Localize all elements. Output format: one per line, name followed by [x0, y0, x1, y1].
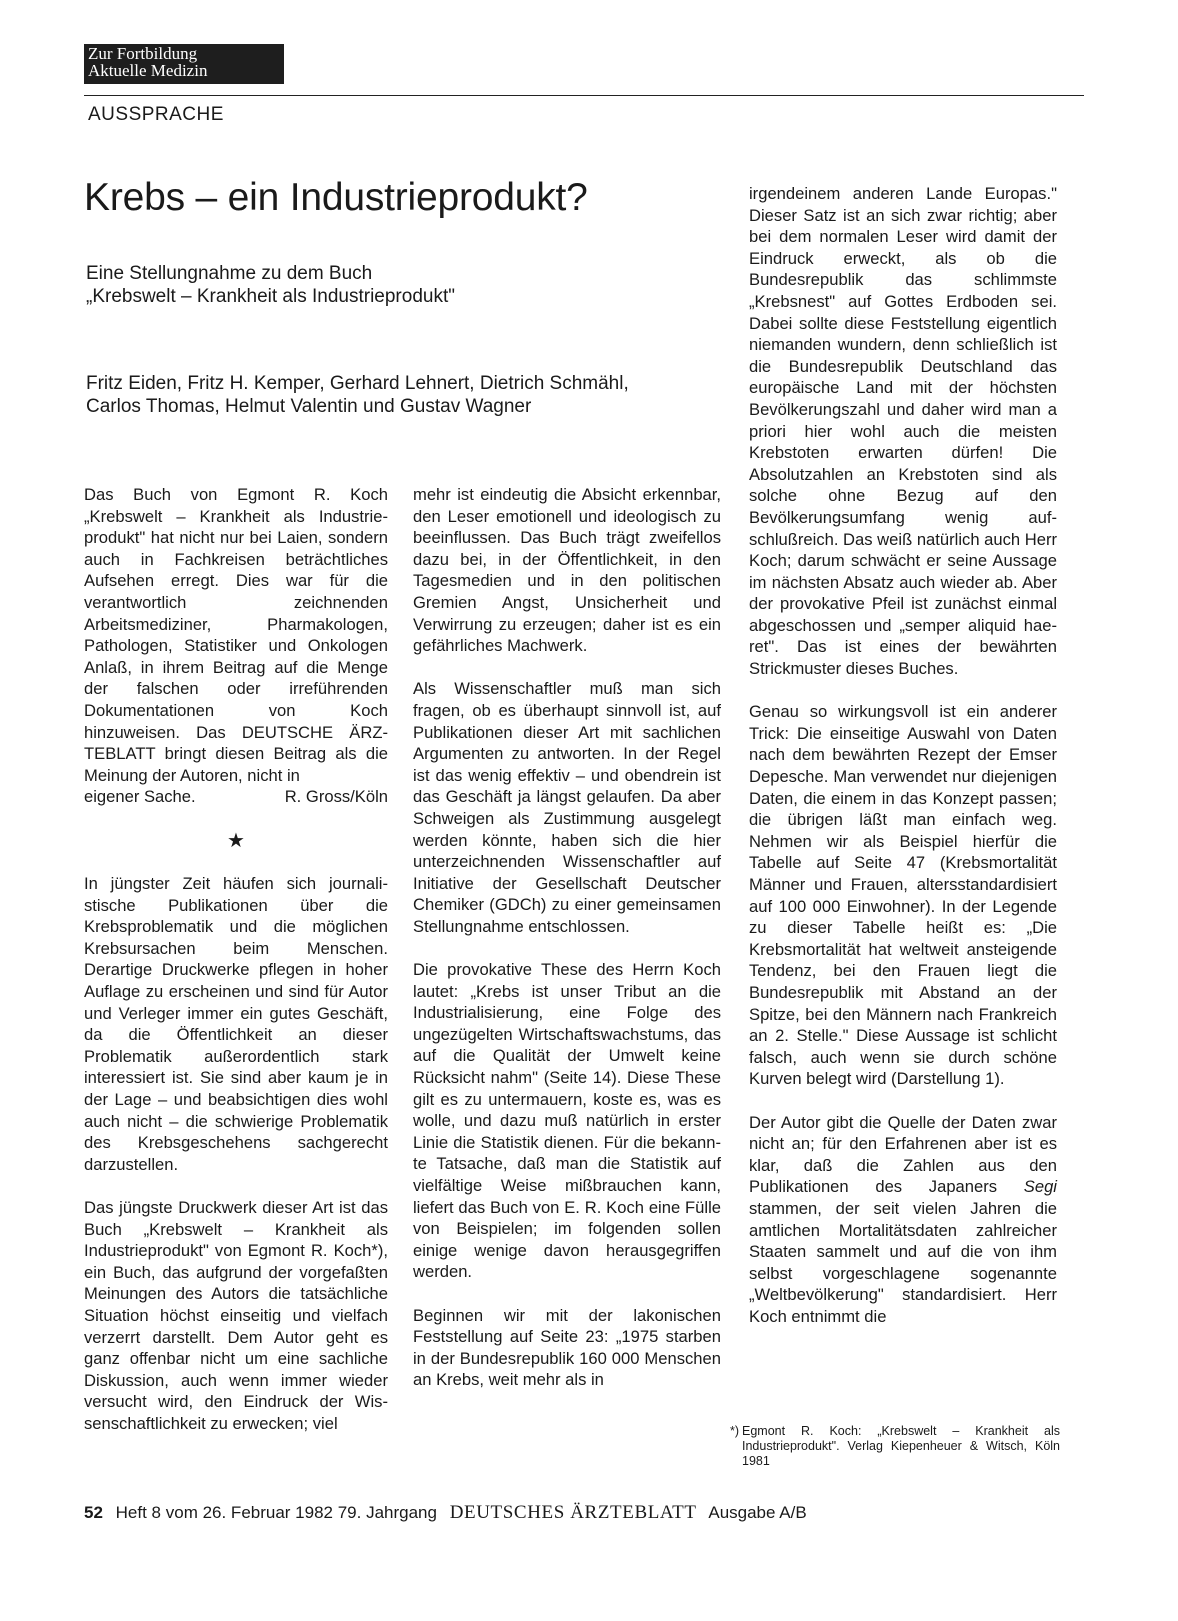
text-column-3 — [749, 183, 1057, 1349]
body-paragraph: Das jüngste Druckwerk dieser Art ist das Buch „Krebswelt – Krankheit als Industrieprodukt" von Egmont R. Koch*), ein Buch, das aufgrund der vorgefaßten Meinungen des Autors die tatsächliche Situation höchst einseitig und vielfach verzerrt darstellt. Dem Autor geht es ganz offenbar nicht um eine sachliche Diskussion, auch wenn immer wieder versucht wird, den Eindruck der Wissenschaftlichkeit zu erwecken; viel — [84, 1198, 388, 1433]
paragraph-text: Der Autor gibt die Quelle der Daten zwar nicht an; für den Erfahrenen aber ist es klar, daß die Zahlen aus den Publikationen des Japaners — [749, 1112, 1057, 1197]
subtitle-line1: Eine Stellungnahme zu dem Buch — [86, 263, 373, 284]
text-column-2 — [413, 484, 721, 1413]
footnote-mark: *) — [730, 1424, 740, 1438]
body-paragraph: Genau so wirkungsvoll ist ein anderer Trick: Die einseitige Auswahl von Daten nach dem bewährten Rezept der Emser Depesche. Man verwendet nur diejenigen Daten, die einem in das Konzept passen; die übrigen läßt man einfach weg. Nehmen wir als Beispiel hierfür die Tabelle auf Seite 47 (Krebsmortalität Männer und Frauen, altersstandardisiert auf 100 000 Einwohner). In der Legende zu dieser Tabelle heißt es: „Die Krebsmortalität hat weltweit ansteigende Tendenz, bei den Frauen liegt die Bundesrepublik mit Abstand an der Spitze, bei den Männern nach Frankreich an 2. Stelle." Diese Aussage ist schlicht falsch, auch wenn sie durch schöne Kurven belegt wird (Darstellung 1). — [749, 702, 1057, 1089]
italic-name: Segi — [1023, 1177, 1057, 1197]
paragraph-text: stammen, der seit vielen Jahren die amtlichen Mortalitätsdaten zahlreicher Staaten sammelt und auf die von ihm selbst vorgeschlagene sogenannte „Weltbevölkerung" standardisiert. Herr Koch entnimmt die — [749, 1198, 1057, 1326]
article-authors — [86, 372, 629, 418]
body-paragraph: irgendeinem anderen Lande Europas." Dieser Satz ist an sich zwar richtig; aber bei dem normalen Leser wird damit der Eindruck erweckt, als ob die Bundesrepublik das schlimmste „Krebsnest" auf Gottes Erdboden sei. Dabei sollte diese Feststellung eigentlich niemanden wundern, denn schließlich ist die Bundesrepublik Deutschland das europäische Land mit der höchsten Bevölkerungszahl und daher wird man a priori hier wohl auch die meisten Krebstoten erwarten dürfen! Die Absolutzahlen an Krebstoten sind als solche ohne Bezug auf den Bevölkerungsumfang wenig aufschlußreich. Das weiß natürlich auch Herr Koch; darum schwächt er seine Aussage im nächsten Absatz auch wieder ab. Aber der provokative Pfeil ist zunächst einmal abgeschossen und „semper aliquid haeret". Das ist eines der bewährten Strickmuster dieses Buches. — [749, 184, 1058, 679]
editorial-signature: R. Gross/Köln — [284, 787, 388, 807]
edition-info: Ausgabe A/B — [708, 1503, 807, 1522]
footnote — [730, 1424, 1060, 1469]
body-paragraph: Beginnen wir mit der lakonischen Feststellung auf Seite 23: „1975 starben in der Bundesrepublik 160 000 Menschen an Krebs, weit mehr als in — [413, 1305, 721, 1390]
header-divider — [84, 95, 1084, 96]
editorial-intro: Das Buch von Egmont R. Koch „Krebswelt – Krankheit als Industrieprodukt" hat nicht nur bei Laien, sondern auch in Fachkreisen beträchtliches Aufsehen erregt. Dies war für die verantwortlich zeichnenden Arbeitsmediziner, Pharmakologen, Pathologen, Statistiker und Onkologen Anlaß, in ihrem Beitrag auf die Menge der falschen oder irreführenden Dokumentationen von Koch hinzuweisen. Das DEUTSCHE ÄRZTEBLATT bringt diesen Beitrag als die Meinung der Autoren, nicht in — [84, 485, 388, 785]
body-paragraph — [749, 1112, 1057, 1328]
authors-line2: Carlos Thomas, Helmut Valentin und Gustav Wagner — [86, 396, 532, 417]
article-subtitle — [86, 262, 455, 308]
editorial-signature-line — [84, 786, 388, 808]
page-number: 52 — [84, 1503, 103, 1522]
footnote-text: Egmont R. Koch: „Krebswelt – Krankheit als Industrieprodukt". Verlag Kiepenheuer & Witsch, Köln 1981 — [742, 1424, 1060, 1468]
body-paragraph: Als Wissenschaftler muß man sich fragen, ob es überhaupt sinnvoll ist, auf Publikationen dieser Art mit sachlichen Argumenten zu antworten. In der Regel ist das wenig effektiv – und obendrein ist das Geschäft ja längst gelaufen. Da aber Schweigen als Zustimmung ausgelegt werden könnte, haben sich die hier unterzeichnenden Wissenschaftler auf Initiative der Gesellschaft Deutscher Chemiker (GDCh) zu einer gemeinsamen Stellungnahme entschlossen. — [413, 679, 721, 936]
issue-info: Heft 8 vom 26. Februar 1982 79. Jahrgang — [115, 1503, 437, 1522]
page-footer — [84, 1502, 807, 1524]
header-box-line1: Zur Fortbildung — [88, 44, 198, 63]
journal-name: DEUTSCHES ÄRZTEBLATT — [449, 1502, 697, 1523]
body-paragraph: Die provokative These des Herrn Koch lautet: „Krebs ist unser Tribut an die Industrialisierung, eine Folge des ungezügelten Wirtschaftswachstums, das auf die Qualität der Umwelt keine Rücksicht nahm" (Seite 14). Diese These gilt es zu untermauern, koste es, was es wolle, und dazu muß natürlich in erster Linie die Statistik dienen. Für die bekannte Tatsache, daß man die Statistik auf vielfältige Weise mißbrauchen kann, liefert das Buch von E. R. Koch eine Fülle von Beispielen; im folgenden sollen einige wenige davon herausgegriffen werden. — [413, 960, 721, 1282]
text-column-1 — [84, 484, 388, 1456]
editorial-intro-end: eigener Sache. — [84, 787, 196, 807]
authors-line1: Fritz Eiden, Fritz H. Kemper, Gerhard Lehnert, Dietrich Schmähl, — [86, 373, 629, 394]
section-label: AUSSPRACHE — [88, 104, 224, 125]
subtitle-line2: „Krebswelt – Krankheit als Industrieprodukt" — [86, 286, 455, 307]
body-paragraph: mehr ist eindeutig die Absicht erkennbar, den Leser emotionell und ideologisch zu beeinflussen. Das Buch trägt zweifellos dazu bei, in der Öffentlichkeit, in den Tagesmedien und in den politischen Gremien Angst, Unsicherheit und Verwirrung zu erzeugen; daher ist es ein gefährliches Machwerk. — [413, 485, 721, 656]
star-separator: ★ — [227, 829, 245, 852]
header-box-line2: Aktuelle Medizin — [88, 61, 208, 80]
section-header-box — [84, 44, 284, 84]
body-paragraph: In jüngster Zeit häufen sich journalistische Publikationen über die Krebsproblematik und die möglichen Krebsursachen beim Menschen. Derartige Druckwerke pflegen in hoher Auflage zu erscheinen und sind für Autor und Verleger immer ein gutes Geschäft, da die Öffentlichkeit an dieser Problematik außerordentlich stark interessiert ist. Sie sind aber kaum je in der Lage – und beabsichtigen dies wohl auch nicht – die schwierige Problematik des Krebsgeschehens sachgerecht darzustellen. — [84, 874, 388, 1174]
article-title: Krebs – ein Industrieprodukt? — [84, 176, 588, 219]
